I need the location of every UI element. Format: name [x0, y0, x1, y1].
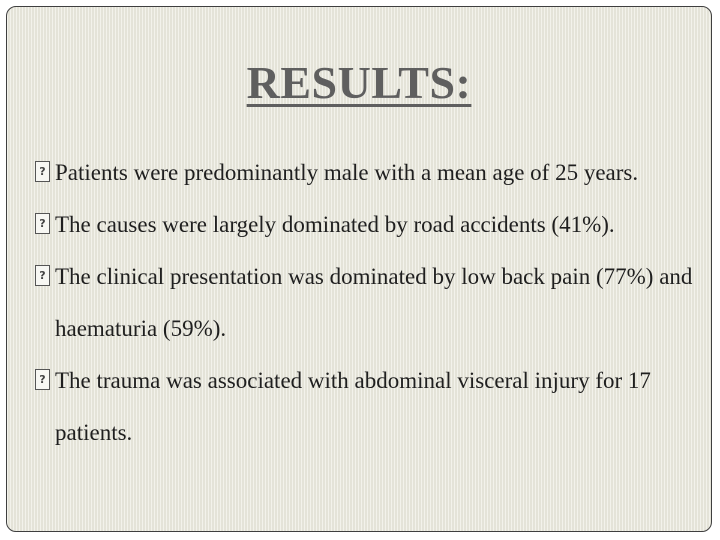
missing-glyph-icon: ? [35, 213, 50, 234]
missing-glyph-icon: ? [35, 265, 50, 286]
slide-frame [6, 6, 712, 532]
bullet-text: The clinical presentation was dominated by low back pain (77%) and haematuria (59%). [55, 264, 693, 341]
bullet-text: The causes were largely dominated by road accidents (41%). [55, 212, 615, 237]
bullet-text: The trauma was associated with abdominal visceral injury for 17 patients. [55, 368, 651, 445]
bullet-item [35, 199, 707, 251]
bullet-list [35, 147, 707, 459]
bullet-item [35, 251, 707, 355]
slide-title: RESULTS: [246, 57, 472, 108]
missing-glyph-icon: ? [35, 369, 50, 390]
bullet-text: Patients were predominantly male with a mean age of 25 years. [55, 160, 639, 185]
bullet-item [35, 355, 707, 459]
bullet-item [35, 147, 707, 199]
missing-glyph-icon: ? [35, 161, 50, 182]
